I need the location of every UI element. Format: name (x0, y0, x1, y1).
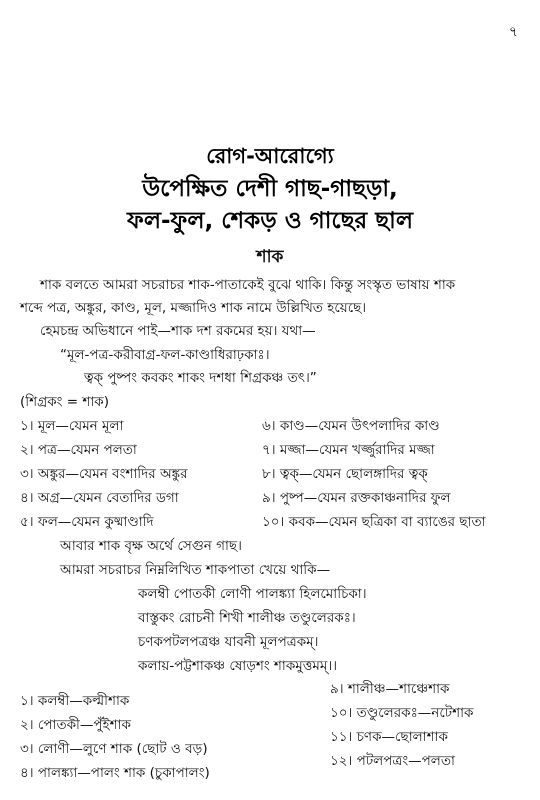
page-number: ৭ (508, 24, 518, 40)
sloka-line: “মূল-পত্র-করীবাগ্র-ফল-কাণ্ডাধিরাঢ়কাঃ। (60, 347, 270, 363)
title-line-2: উপেক্ষিত দেশী গাছ-গাছড়া, (142, 176, 398, 202)
list-item: ৩। লোণী—লুণে শাক (ছোট ও বড়) (20, 741, 208, 757)
list-item: ১। কলম্বী—কল্মীশাক (20, 693, 130, 709)
list-item: ১। মূল—যেমন মূলা (20, 418, 124, 434)
list-item: ৫। ফল—যেমন কুষ্মাণ্ডাদি (20, 514, 154, 530)
paragraph-line: আবার শাক বৃক্ষ অর্থে সেগুন গাছ। (60, 538, 242, 554)
title-line-3: ফল-ফুল, শেকড় ও গাছের ছাল (127, 208, 413, 234)
list-item: ৬। কাণ্ড—যেমন উৎপলাদির কাণ্ড (262, 418, 440, 434)
sloka-line: ত্বক্‌ পুষ্পং কবকং শাকং দশধা শিগ্রকঞ্চ তৎ।” (84, 370, 317, 386)
paragraph-line: হেমচন্দ্র অভিধানে পাই—শাক দশ রকমের হয়। যথা— (40, 323, 316, 339)
list-item: ১১। চণক—ছোলাশাক (330, 729, 448, 745)
list-item: ৪। পালঙ্ক্যা—পালং শাক (চুকাপালং) (20, 765, 210, 781)
list-item: ৯। পুষ্প—যেমন রক্তকাঞ্চনাদির ফুল (262, 490, 451, 506)
list-item: ২। পোতকী—পুঁইশাক (20, 717, 131, 733)
verse-line: চণকপটলপত্রঞ্চ যাবনী মূলপত্রকম্‌। (138, 634, 319, 650)
note-line: (শিগ্রকং = শাক) (20, 394, 109, 410)
verse-line: বাস্তুকং রোচনী শিখী শালীঞ্চ তণ্ডুলেরকঃ। (138, 610, 356, 626)
section-heading: শাক (256, 247, 284, 267)
list-item: ৪। অগ্র—যেমন বেতাদির ডগা (20, 490, 179, 506)
list-item: ১০। তণ্ডুলেরকঃ—নটেশাক (330, 705, 474, 721)
paragraph-line: শাক বলতে আমরা সচরাচর শাক-পাতাকেই বুঝে থাকি। কিন্তু সংস্কৃত ভাষায় শাক (40, 277, 456, 293)
list-item: ১২। পটলপত্রং—পলতা (330, 753, 455, 769)
verse-line: কলম্বী পোতকী লোণী পালঙ্ক্যা হিলমোচিকা। (138, 586, 367, 602)
list-item: ৭। মজ্জা—যেমন খর্জ্জুরাদির মজ্জা (262, 442, 435, 458)
list-item: ২। পত্র—যেমন পলতা (20, 442, 137, 458)
list-item: ৮। ত্বক্‌—যেমন ছোলঙ্গাদির ত্বক্‌ (262, 466, 428, 482)
list-item: ১০। কবক—যেমন ছত্রিকা বা ব্যাঙের ছাতা (262, 514, 486, 530)
paragraph-line: শব্দে পত্র, অঙ্কুর, কাণ্ড, মূল, মজ্জাদিও শাক নামে উল্লিখিত হয়েছে। (20, 300, 367, 316)
paragraph-line: আমরা সচরাচর নিম্নলিখিত শাকপাতা খেয়ে থাকি— (60, 562, 331, 578)
title-line-1: রোগ-আরোগ্যে (206, 144, 334, 168)
list-item: ৯। শালীঞ্চ—শাঞ্চেশাক (330, 681, 450, 697)
list-item: ৩। অঙ্কুর—যেমন বংশাদির অঙ্কুর (20, 466, 188, 482)
verse-line: কলায়-পট্টশাকঞ্চ ষোড়শং শাকমুত্তমম্‌।। (138, 658, 338, 674)
